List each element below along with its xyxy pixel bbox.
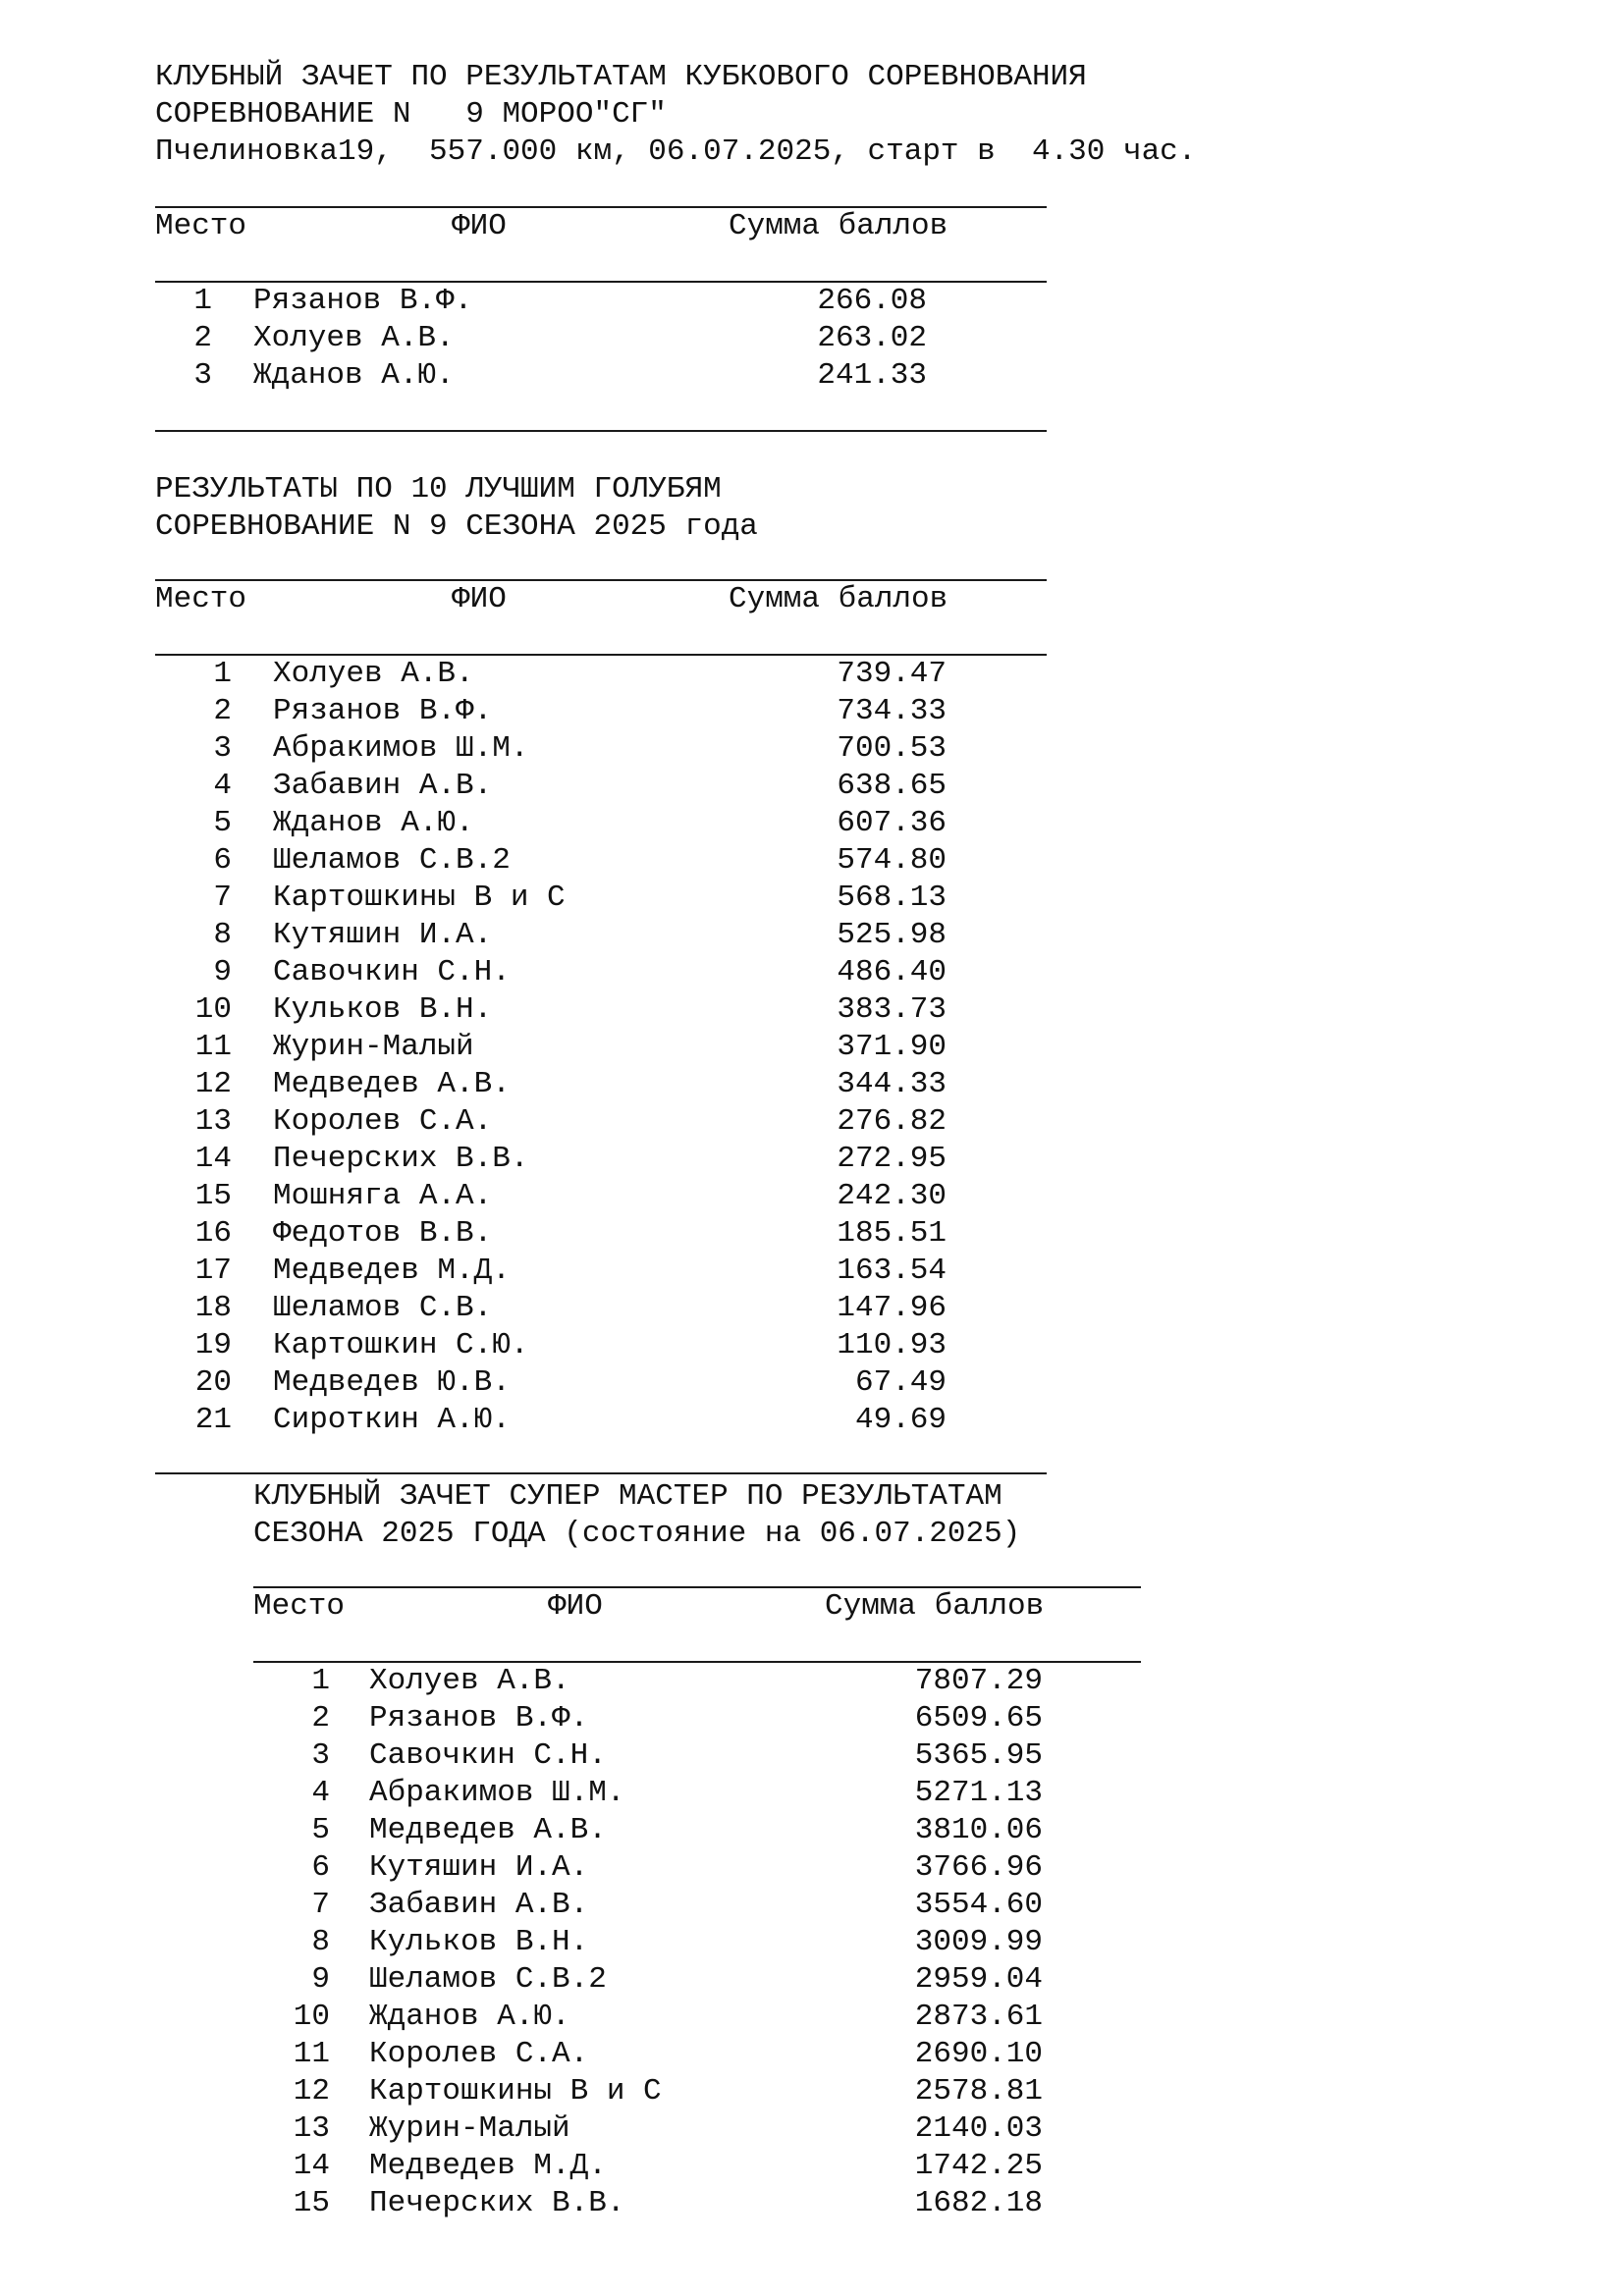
row-place: 15 — [194, 1179, 232, 1213]
row-name: Картошкины В и С — [273, 881, 566, 915]
row-name: Федотов В.В. — [273, 1216, 493, 1251]
row-name: Забавин А.В. — [273, 769, 493, 803]
row-name: Рязанов В.Ф. — [273, 694, 493, 728]
row-place: 2 — [213, 694, 232, 728]
section3-header-place: Место — [253, 1589, 346, 1624]
row-place: 6 — [311, 1850, 330, 1885]
row-place: 15 — [293, 2186, 330, 2220]
row-score: 486.40 — [837, 955, 947, 989]
row-name: Жданов А.Ю. — [273, 806, 474, 840]
row-name: Печерских В.В. — [273, 1142, 529, 1176]
table-row — [0, 730, 1624, 768]
row-name: Сироткин А.Ю. — [273, 1403, 511, 1437]
row-place: 20 — [194, 1365, 232, 1400]
row-score: 7807.29 — [914, 1664, 1043, 1698]
row-place: 6 — [213, 843, 232, 878]
row-place: 8 — [213, 918, 232, 952]
row-name: Кутяшин И.А. — [273, 918, 493, 952]
table-row — [0, 1812, 1624, 1849]
row-score: 2959.04 — [914, 1962, 1043, 1997]
row-score: 574.80 — [837, 843, 947, 878]
section1-title-line-3: Пчелиновка19, 557.000 км, 06.07.2025, старт в 4.30 час. — [155, 134, 1197, 169]
row-place: 3 — [213, 731, 232, 766]
row-score: 700.53 — [837, 731, 947, 766]
table-row — [0, 2073, 1624, 2110]
row-name: Кутяшин И.А. — [369, 1850, 589, 1885]
row-place: 10 — [293, 2000, 330, 2034]
row-place: 11 — [293, 2037, 330, 2071]
table-row — [0, 805, 1624, 842]
row-score: 6509.65 — [914, 1701, 1043, 1735]
row-score: 3810.06 — [914, 1813, 1043, 1847]
section3-header-name: ФИО — [548, 1589, 603, 1624]
row-score: 185.51 — [837, 1216, 947, 1251]
row-score: 5271.13 — [914, 1776, 1043, 1810]
table-row — [0, 1999, 1624, 2036]
row-name: Холуев А.В. — [253, 321, 455, 355]
row-name: Картошкины В и С — [369, 2074, 662, 2109]
row-name: Медведев М.Д. — [369, 2149, 607, 2183]
table-row — [0, 2185, 1624, 2222]
table-row — [0, 917, 1624, 954]
row-score: 2140.03 — [914, 2111, 1043, 2146]
row-score: 607.36 — [837, 806, 947, 840]
table-row — [0, 991, 1624, 1029]
row-place: 5 — [311, 1813, 330, 1847]
row-name: Кульков В.Н. — [369, 1925, 589, 1959]
row-name: Печерских В.В. — [369, 2186, 625, 2220]
row-name: Медведев А.В. — [369, 1813, 607, 1847]
row-place: 11 — [194, 1030, 232, 1064]
section2-header-place: Место — [155, 582, 247, 616]
row-place: 13 — [293, 2111, 330, 2146]
table-row — [0, 1737, 1624, 1775]
row-score: 383.73 — [837, 992, 947, 1027]
row-score: 67.49 — [854, 1365, 947, 1400]
table-row — [0, 768, 1624, 805]
row-place: 9 — [213, 955, 232, 989]
row-place: 12 — [194, 1067, 232, 1101]
section3-title-line-1: КЛУБНЫЙ ЗАЧЕТ СУПЕР МАСТЕР ПО РЕЗУЛЬТАТАМ — [253, 1479, 1002, 1514]
section1-header-name: ФИО — [452, 209, 507, 243]
row-score: 525.98 — [837, 918, 947, 952]
table-row — [0, 1066, 1624, 1103]
row-place: 4 — [311, 1776, 330, 1810]
table-row — [0, 842, 1624, 880]
row-name: Шеламов С.В.2 — [369, 1962, 607, 1997]
row-score: 2690.10 — [914, 2037, 1043, 2071]
row-name: Кульков В.Н. — [273, 992, 493, 1027]
table-row — [0, 2110, 1624, 2148]
table-row — [0, 693, 1624, 730]
section2-header-score: Сумма баллов — [729, 582, 948, 616]
section1-title-line-2: СОРЕВНОВАНИЕ N 9 МОРОО"СГ" — [155, 97, 667, 132]
row-place: 18 — [194, 1291, 232, 1325]
row-name: Картошкин С.Ю. — [273, 1328, 529, 1362]
row-score: 266.08 — [817, 284, 927, 318]
row-score: 1682.18 — [914, 2186, 1043, 2220]
row-place: 10 — [194, 992, 232, 1027]
table-row — [0, 1364, 1624, 1402]
row-score: 638.65 — [837, 769, 947, 803]
row-place: 3 — [311, 1738, 330, 1773]
row-name: Савочкин С.Н. — [369, 1738, 607, 1773]
row-name: Абракимов Ш.М. — [369, 1776, 625, 1810]
table-row — [0, 1215, 1624, 1253]
row-place: 3 — [193, 358, 212, 393]
row-place: 2 — [311, 1701, 330, 1735]
section2-header-name: ФИО — [452, 582, 507, 616]
table-row — [0, 880, 1624, 917]
row-name: Медведев А.В. — [273, 1067, 511, 1101]
table-row — [0, 1887, 1624, 1924]
table-row — [0, 1700, 1624, 1737]
row-score: 739.47 — [837, 657, 947, 691]
table-row — [0, 1327, 1624, 1364]
table-row — [0, 1924, 1624, 1961]
row-name: Жданов А.Ю. — [253, 358, 455, 393]
section2-title-line-1: РЕЗУЛЬТАТЫ ПО 10 ЛУЧШИМ ГОЛУБЯМ — [155, 472, 722, 507]
row-name: Жданов А.Ю. — [369, 2000, 570, 2034]
row-place: 17 — [194, 1254, 232, 1288]
table-row — [0, 1253, 1624, 1290]
row-place: 7 — [213, 881, 232, 915]
table-row — [0, 1849, 1624, 1887]
row-name: Мошняга А.А. — [273, 1179, 493, 1213]
row-name: Королев С.А. — [369, 2037, 589, 2071]
row-score: 49.69 — [854, 1403, 947, 1437]
row-score: 2578.81 — [914, 2074, 1043, 2109]
table-row — [0, 283, 1624, 320]
table-row — [0, 1103, 1624, 1141]
row-score: 110.93 — [837, 1328, 947, 1362]
table-row — [0, 1775, 1624, 1812]
row-place: 5 — [213, 806, 232, 840]
table-row — [0, 1029, 1624, 1066]
row-score: 3554.60 — [914, 1888, 1043, 1922]
row-place: 14 — [293, 2149, 330, 2183]
row-place: 1 — [213, 657, 232, 691]
row-place: 1 — [193, 284, 212, 318]
row-score: 241.33 — [817, 358, 927, 393]
row-place: 9 — [311, 1962, 330, 1997]
row-place: 4 — [213, 769, 232, 803]
row-place: 16 — [194, 1216, 232, 1251]
row-name: Журин-Малый — [369, 2111, 570, 2146]
row-score: 147.96 — [837, 1291, 947, 1325]
row-score: 3009.99 — [914, 1925, 1043, 1959]
row-name: Рязанов В.Ф. — [369, 1701, 589, 1735]
row-score: 2873.61 — [914, 2000, 1043, 2034]
table-row — [0, 357, 1624, 395]
section3-header-score: Сумма баллов — [825, 1589, 1045, 1624]
table-row — [0, 954, 1624, 991]
row-score: 242.30 — [837, 1179, 947, 1213]
row-score: 344.33 — [837, 1067, 947, 1101]
table-row — [0, 656, 1624, 693]
row-name: Журин-Малый — [273, 1030, 474, 1064]
table-row — [0, 1961, 1624, 1999]
row-name: Холуев А.В. — [369, 1664, 570, 1698]
row-name: Забавин А.В. — [369, 1888, 589, 1922]
row-score: 734.33 — [837, 694, 947, 728]
section2-rule-bottom — [155, 1472, 1047, 1474]
row-place: 19 — [194, 1328, 232, 1362]
table-row — [0, 1178, 1624, 1215]
row-score: 276.82 — [837, 1104, 947, 1139]
row-score: 3766.96 — [914, 1850, 1043, 1885]
table-row — [0, 1290, 1624, 1327]
table-row — [0, 1663, 1624, 1700]
row-score: 568.13 — [837, 881, 947, 915]
row-name: Абракимов Ш.М. — [273, 731, 529, 766]
section2-title-line-2: СОРЕВНОВАНИЕ N 9 СЕЗОНА 2025 года — [155, 509, 758, 544]
section3-title-line-2: СЕЗОНА 2025 ГОДА (состояние на 06.07.2025) — [253, 1517, 1021, 1551]
section1-header-place: Место — [155, 209, 247, 243]
row-score: 5365.95 — [914, 1738, 1043, 1773]
row-name: Медведев М.Д. — [273, 1254, 511, 1288]
row-name: Холуев А.В. — [273, 657, 474, 691]
table-row — [0, 1402, 1624, 1439]
section1-header-score: Сумма баллов — [729, 209, 948, 243]
row-place: 7 — [311, 1888, 330, 1922]
row-score: 272.95 — [837, 1142, 947, 1176]
section1-title-line-1: КЛУБНЫЙ ЗАЧЕТ ПО РЕЗУЛЬТАТАМ КУБКОВОГО СОРЕВНОВАНИЯ — [155, 60, 1087, 94]
table-row — [0, 2148, 1624, 2185]
row-place: 13 — [194, 1104, 232, 1139]
row-place: 21 — [194, 1403, 232, 1437]
row-score: 163.54 — [837, 1254, 947, 1288]
row-place: 14 — [194, 1142, 232, 1176]
row-place: 12 — [293, 2074, 330, 2109]
row-name: Шеламов С.В.2 — [273, 843, 511, 878]
row-name: Медведев Ю.В. — [273, 1365, 511, 1400]
table-row — [0, 2036, 1624, 2073]
row-place: 1 — [311, 1664, 330, 1698]
section1-rule-bottom — [155, 430, 1047, 432]
row-place: 8 — [311, 1925, 330, 1959]
row-score: 371.90 — [837, 1030, 947, 1064]
row-place: 2 — [193, 321, 212, 355]
row-score: 1742.25 — [914, 2149, 1043, 2183]
row-name: Шеламов С.В. — [273, 1291, 493, 1325]
row-name: Савочкин С.Н. — [273, 955, 511, 989]
row-name: Рязанов В.Ф. — [253, 284, 473, 318]
table-row — [0, 320, 1624, 357]
table-row — [0, 1141, 1624, 1178]
row-score: 263.02 — [817, 321, 927, 355]
row-name: Королев С.А. — [273, 1104, 493, 1139]
